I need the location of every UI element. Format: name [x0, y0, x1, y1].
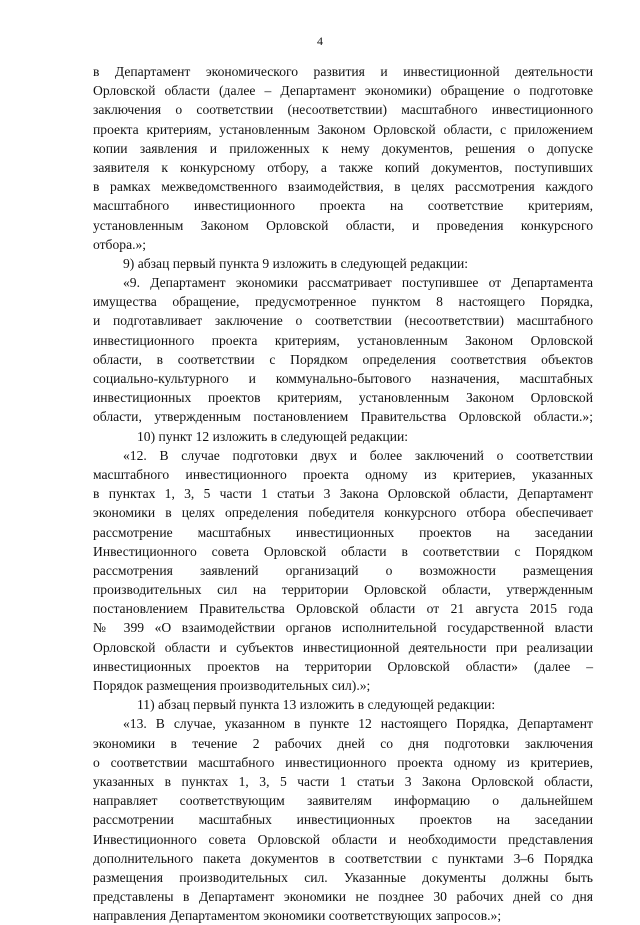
text-line: области, в соответствии с Порядком определения соответствия объектов — [93, 351, 593, 367]
text-line: № 399 «О взаимодействии органов исполнительной государственной власти — [93, 620, 593, 636]
text-line: 10) пункт 12 изложить в следующей редакции: — [137, 428, 409, 444]
text-line: заключения о соответствии (несоответствии) масштабного инвестиционного — [93, 102, 593, 118]
text-line: дополнительного пакета документов в соответствии с пунктами 3–6 Порядка — [93, 850, 593, 866]
text-line: Инвестиционного совета Орловской области и необходимости представления — [93, 831, 593, 847]
text-line: представлены в Департамент экономики не позднее 30 рабочих дней со дня — [93, 889, 593, 905]
text-line: направления Департаментом экономики соответствующих запросов.»; — [93, 908, 502, 924]
text-line: копии заявления и приложенных к нему документов, решения о допуске — [93, 140, 593, 156]
text-line: области, утвержденным постановлением Правительства Орловской области.»; — [93, 409, 593, 425]
text-line: о соответствии масштабного инвестиционного проекта одному из критериев, — [93, 754, 593, 770]
text-line: «12. В случае подготовки двух и более заключений о соответствии — [123, 447, 593, 463]
text-line: экономики в целях определения победителя конкурсного отбора обеспечивает — [93, 505, 593, 521]
text-line: установленным Законом Орловской области, и проведения конкурсного — [93, 217, 593, 233]
text-line: Орловской области (далее – Департамент экономики) обращение о подготовке — [93, 83, 593, 99]
text-line: производительных сил на территории Орловской области, утвержденным — [93, 582, 593, 598]
text-line: 11) абзац первый пункта 13 изложить в следующей редакции: — [137, 697, 496, 713]
text-line: Порядок размещения производительных сил).»; — [93, 678, 371, 693]
text-line: рассмотрение масштабных инвестиционных проектов на заседании — [93, 524, 593, 540]
text-line: экономики в течение 2 рабочих дней со дня подготовки заключения — [93, 735, 593, 751]
text-line: масштабного инвестиционного проекта на соответствие критериям, — [93, 198, 593, 214]
text-line: рассмотрении масштабных инвестиционных проектов на заседании — [93, 812, 593, 828]
text-line: отбора.»; — [93, 236, 147, 252]
text-line: масштабного инвестиционного проекта одному из критериев, указанных — [93, 466, 593, 482]
text-line: инвестиционных проектов на территории Орловской области» (далее – — [93, 658, 593, 674]
text-line: «13. В случае, указанном в пункте 12 настоящего Порядка, Департамент — [123, 716, 593, 732]
text-line: в рамках межведомственного взаимодействия, в целях рассмотрения каждого — [93, 179, 593, 195]
text-line: размещения производительных сил. Указанные документы должны быть — [93, 869, 593, 885]
text-line: социально-культурного и коммунально-бытового назначения, масштабных — [93, 371, 593, 386]
document-body — [93, 62, 593, 925]
text-line: проекта критериям, установленным Законом Орловской области, с приложением — [93, 121, 593, 137]
text-line: имущества обращение, предусмотренное пунктом 8 настоящего Порядка, — [93, 294, 593, 310]
text-line: Инвестиционного совета Орловской области в соответствии с Порядком — [93, 543, 593, 559]
text-line: в пунктах 1, 3, 5 части 1 статьи 3 Закона Орловской области, Департамент — [93, 486, 593, 502]
text-line: заявителя к конкурсному отбору, а также копий документов, поступивших — [93, 159, 593, 175]
text-line: «9. Департамент экономики рассматривает поступившее от Департамента — [123, 275, 593, 291]
text-line: рассмотрения заявлений организаций о возможности размещения — [93, 562, 593, 578]
text-line: постановлением Правительства Орловской области от 21 августа 2015 года — [93, 601, 593, 617]
text-line: инвестиционных проектов критериям, установленным Законом Орловской — [93, 390, 593, 406]
text-line: 9) абзац первый пункта 9 изложить в следующей редакции: — [123, 255, 469, 271]
text-line: инвестиционного проекта критериям, установленным Законом Орловской — [93, 332, 593, 348]
page-number: 4 — [317, 34, 323, 48]
text-line: указанных в пунктах 1, 3, 5 части 1 статьи 3 Закона Орловской области, — [93, 773, 593, 789]
text-line: и подготавливает заключение о соответствии (несоответствии) масштабного — [93, 313, 593, 329]
text-line: Орловской области и субъектов инвестиционной деятельности при реализации — [93, 639, 593, 655]
text-line: в Департамент экономического развития и инвестиционной деятельности — [93, 64, 593, 79]
text-line: направляет соответствующим заявителям информацию о дальнейшем — [93, 793, 593, 809]
